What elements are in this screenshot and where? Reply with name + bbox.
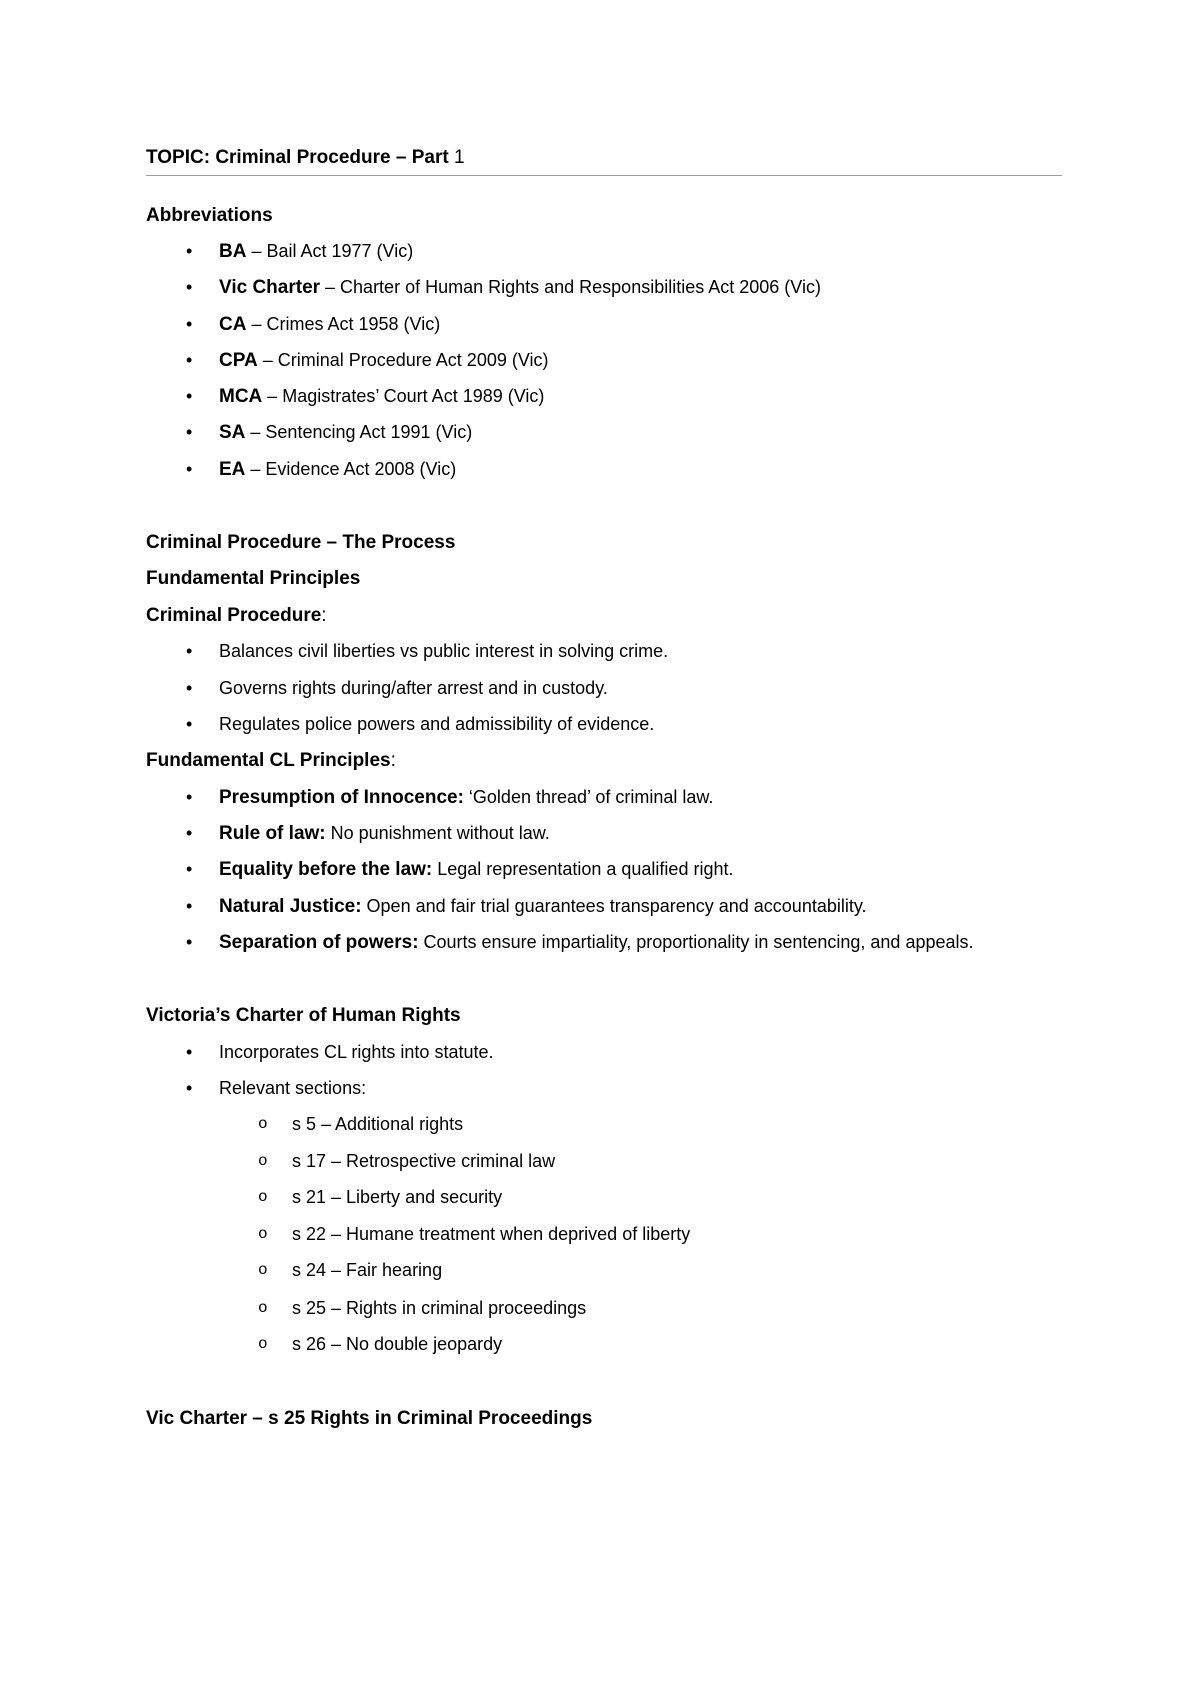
principle-description: Open and fair trial guarantees transparency and accountability. <box>361 896 867 916</box>
principle-description: No punishment without law. <box>325 823 550 843</box>
abbreviation-meaning: – Charter of Human Rights and Responsibilities Act 2006 (Vic) <box>320 277 821 297</box>
bullet-icon: • <box>186 678 193 698</box>
section-item-text: s 25 – Rights in criminal proceedings <box>292 1298 587 1318</box>
criminal-procedure-heading <box>146 605 327 627</box>
circle-bullet-icon: o <box>258 1152 268 1170</box>
section-item-text: s 24 – Fair hearing <box>292 1260 443 1280</box>
section-item-text: s 22 – Humane treatment when deprived of liberty <box>292 1224 691 1244</box>
topic-title <box>146 147 1062 176</box>
abbreviation-term: CA <box>219 314 247 335</box>
abbreviation-term: CPA <box>219 350 258 371</box>
circle-bullet-icon: o <box>258 1115 268 1133</box>
principle-description: Courts ensure impartiality, proportionality in sentencing, and appeals. <box>418 932 974 952</box>
abbreviation-term: Vic Charter <box>219 277 321 298</box>
abbreviation-meaning: – Bail Act 1977 (Vic) <box>246 241 414 261</box>
list-item-text: Incorporates CL rights into statute. <box>219 1042 494 1062</box>
circle-bullet-icon: o <box>258 1261 268 1279</box>
bullet-icon: • <box>186 641 193 661</box>
principle-term: Rule of law: <box>219 823 326 844</box>
charter-heading: Victoria’s Charter of Human Rights <box>146 1005 461 1026</box>
circle-bullet-icon: o <box>258 1225 268 1243</box>
s25-heading: Vic Charter – s 25 Rights in Criminal Proceedings <box>146 1408 593 1429</box>
bullet-icon: • <box>186 787 193 807</box>
topic-part-number: 1 <box>453 147 465 168</box>
cl-principles-heading <box>146 750 396 772</box>
abbreviation-meaning: – Evidence Act 2008 (Vic) <box>245 459 457 479</box>
section-item-text: s 17 – Retrospective criminal law <box>292 1151 556 1171</box>
process-heading: Criminal Procedure – The Process <box>146 532 456 553</box>
bullet-icon: • <box>186 1042 193 1062</box>
section-item-text: s 26 – No double jeopardy <box>292 1334 503 1354</box>
abbreviation-meaning: – Criminal Procedure Act 2009 (Vic) <box>257 350 549 370</box>
heading-colon: : <box>321 605 327 626</box>
abbreviation-meaning: – Magistrates’ Court Act 1989 (Vic) <box>262 386 545 406</box>
abbreviation-meaning: – Crimes Act 1958 (Vic) <box>246 314 441 334</box>
abbreviation-term: MCA <box>219 386 263 407</box>
abbreviation-term: EA <box>219 459 246 480</box>
circle-bullet-icon: o <box>258 1299 268 1317</box>
section-item-text: s 5 – Additional rights <box>292 1114 464 1134</box>
bullet-icon: • <box>186 277 193 297</box>
list-item-text: Governs rights during/after arrest and in custody. <box>219 678 608 698</box>
bullet-icon: • <box>186 386 193 406</box>
criminal-procedure-heading-text: Criminal Procedure <box>146 605 322 626</box>
bullet-icon: • <box>186 422 193 442</box>
topic-title-text: TOPIC: Criminal Procedure – Part <box>146 147 449 168</box>
bullet-icon: • <box>186 859 193 879</box>
list-item-text: Balances civil liberties vs public interest in solving crime. <box>219 641 669 661</box>
bullet-icon: • <box>186 1078 193 1098</box>
principle-term: Presumption of Innocence: <box>219 787 464 808</box>
principle-term: Equality before the law: <box>219 859 433 880</box>
principle-description: Legal representation a qualified right. <box>432 859 734 879</box>
list-item-text: Relevant sections: <box>219 1078 367 1098</box>
section-item-text: s 21 – Liberty and security <box>292 1187 503 1207</box>
bullet-icon: • <box>186 459 193 479</box>
abbreviations-heading: Abbreviations <box>146 205 273 226</box>
bullet-icon: • <box>186 241 193 261</box>
principle-term: Separation of powers: <box>219 932 419 953</box>
abbreviation-term: BA <box>219 241 247 262</box>
cl-principles-heading-text: Fundamental CL Principles <box>146 750 391 771</box>
abbreviation-term: SA <box>219 422 246 443</box>
bullet-icon: • <box>186 714 193 734</box>
bullet-icon: • <box>186 350 193 370</box>
bullet-icon: • <box>186 823 193 843</box>
principle-term: Natural Justice: <box>219 896 362 917</box>
bullet-icon: • <box>186 314 193 334</box>
bullet-icon: • <box>186 932 193 952</box>
bullet-icon: • <box>186 896 193 916</box>
abbreviation-meaning: – Sentencing Act 1991 (Vic) <box>245 422 473 442</box>
list-item-text: Regulates police powers and admissibility of evidence. <box>219 714 655 734</box>
fundamental-principles-heading: Fundamental Principles <box>146 568 361 589</box>
heading-colon: : <box>390 750 396 771</box>
circle-bullet-icon: o <box>258 1188 268 1206</box>
circle-bullet-icon: o <box>258 1335 268 1353</box>
principle-description: ‘Golden thread’ of criminal law. <box>463 787 714 807</box>
